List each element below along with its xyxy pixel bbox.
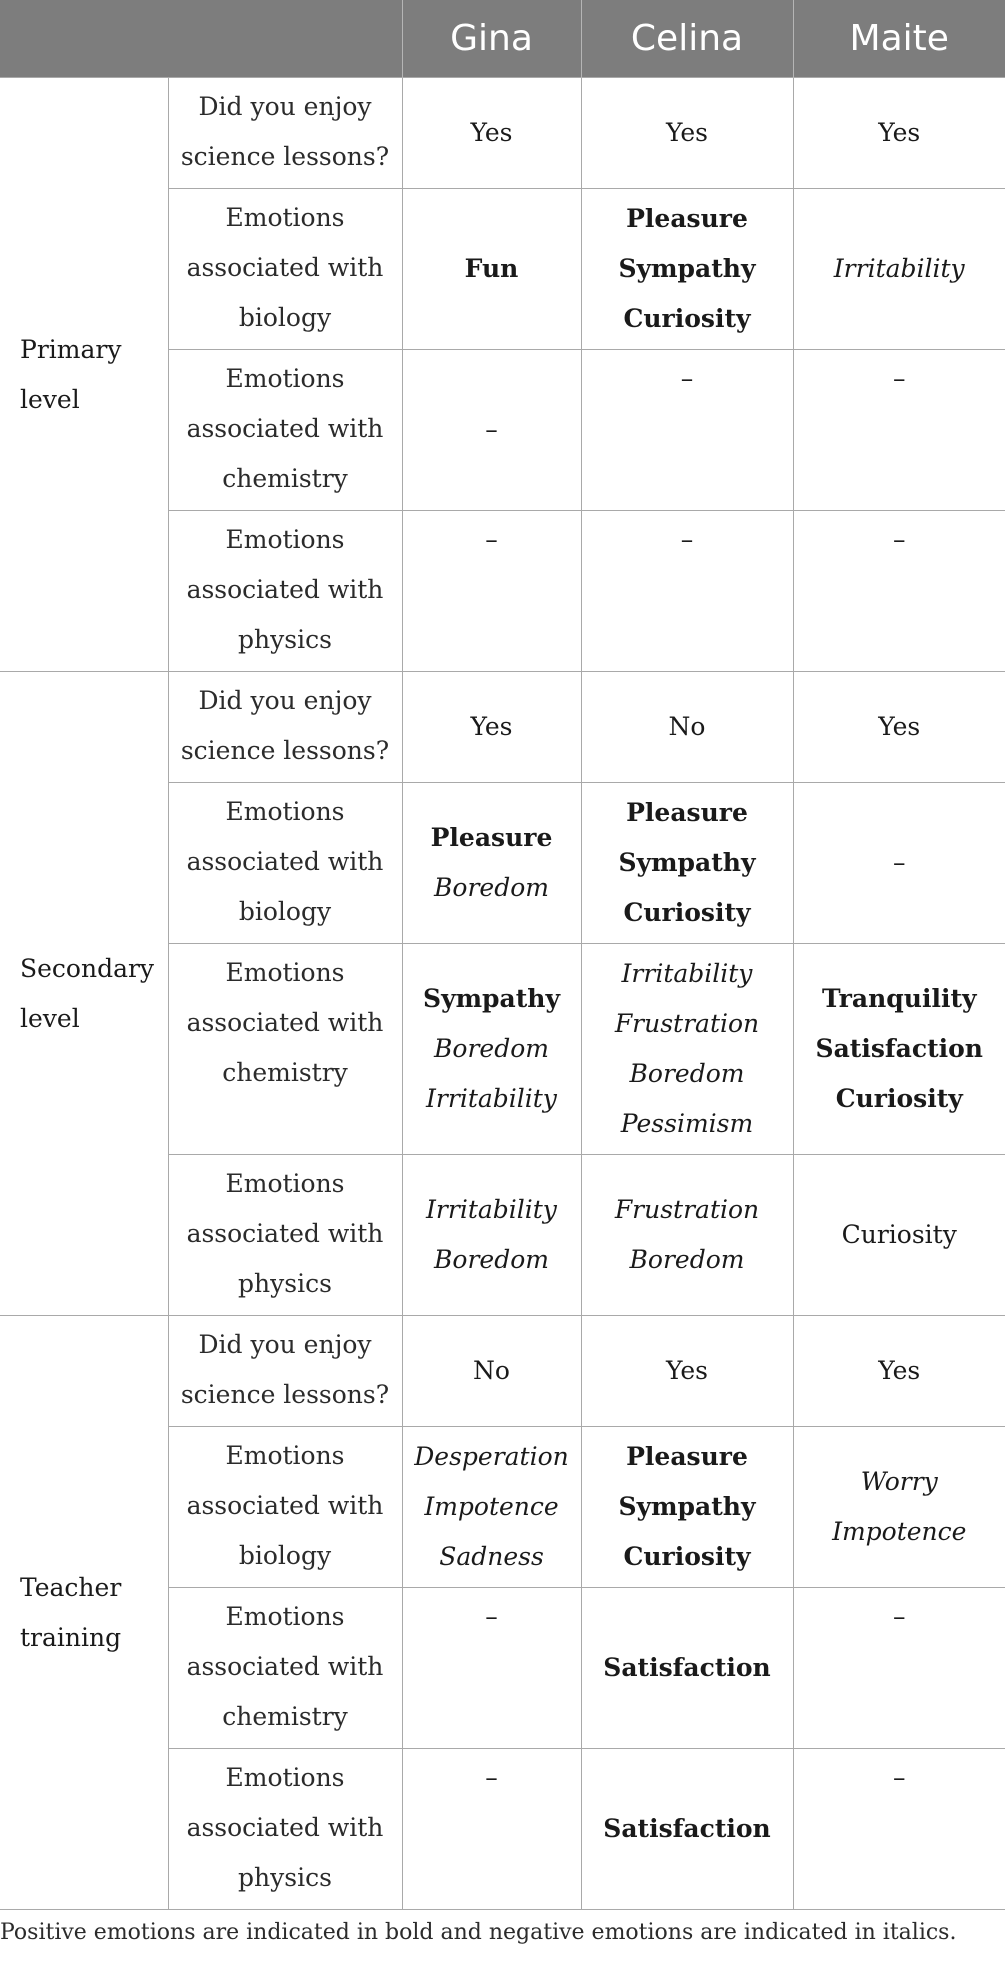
- emotion-value: Fun: [464, 254, 519, 283]
- maite-cell: [793, 944, 1005, 1155]
- question-cell: Did you enjoy science lessons?: [168, 1316, 402, 1427]
- emotion-value: Pessimism: [620, 1109, 754, 1138]
- emotion-value: –: [485, 1763, 498, 1792]
- emotion-value: –: [893, 525, 906, 554]
- question-cell: Emotions associated with physics: [168, 1749, 402, 1910]
- question-cell: Did you enjoy science lessons?: [168, 78, 402, 189]
- emotion-value: Yes: [666, 1356, 708, 1385]
- gina-cell: [402, 1316, 581, 1427]
- table-row: [0, 78, 1005, 189]
- emotion-value: Boredom: [629, 1059, 745, 1088]
- gina-cell: [402, 1588, 581, 1749]
- emotion-value: Curiosity: [623, 898, 751, 927]
- emotion-value: Desperation: [414, 1442, 569, 1471]
- gina-cell: [402, 350, 581, 511]
- maite-cell: [793, 78, 1005, 189]
- gina-cell: [402, 944, 581, 1155]
- emotion-value: Satisfaction: [815, 1034, 983, 1063]
- header-maite: Maite: [793, 0, 1005, 78]
- maite-cell: [793, 783, 1005, 944]
- emotion-value: Boredom: [434, 1034, 549, 1063]
- celina-cell: [581, 189, 793, 350]
- emotion-value: No: [473, 1356, 510, 1385]
- celina-cell: [581, 783, 793, 944]
- celina-cell: [581, 1749, 793, 1910]
- celina-cell: [581, 350, 793, 511]
- celina-cell: [581, 1316, 793, 1427]
- question-cell: Emotions associated with biology: [168, 189, 402, 350]
- celina-cell: [581, 672, 793, 783]
- table-body: [0, 78, 1005, 1910]
- emotion-value: Yes: [878, 712, 921, 741]
- emotion-value: Frustration: [614, 1009, 760, 1038]
- gina-cell: [402, 1427, 581, 1588]
- emotion-value: –: [680, 525, 694, 554]
- emotion-value: –: [485, 415, 498, 444]
- celina-cell: [581, 1427, 793, 1588]
- maite-cell: [793, 1316, 1005, 1427]
- emotion-value: Boredom: [434, 873, 549, 902]
- question-cell: Emotions associated with chemistry: [168, 350, 402, 511]
- question-cell: Emotions associated with biology: [168, 783, 402, 944]
- gina-cell: [402, 1155, 581, 1316]
- emotion-value: –: [680, 364, 694, 393]
- gina-cell: [402, 1749, 581, 1910]
- emotion-value: Yes: [878, 118, 921, 147]
- emotion-value: –: [893, 364, 906, 393]
- emotion-value: Curiosity: [623, 304, 751, 333]
- emotion-value: Satisfaction: [603, 1814, 771, 1843]
- emotion-value: Pleasure: [430, 823, 553, 852]
- maite-cell: [793, 511, 1005, 672]
- emotion-value: Curiosity: [835, 1084, 963, 1113]
- emotion-value: –: [485, 525, 498, 554]
- celina-cell: [581, 1155, 793, 1316]
- emotion-value: –: [893, 848, 906, 877]
- emotion-value: Sympathy: [618, 1492, 756, 1521]
- question-cell: Emotions associated with biology: [168, 1427, 402, 1588]
- gina-cell: [402, 189, 581, 350]
- header-blank-cell: [0, 0, 402, 78]
- question-cell: Emotions associated with chemistry: [168, 1588, 402, 1749]
- gina-cell: [402, 511, 581, 672]
- maite-cell: [793, 1427, 1005, 1588]
- emotion-value: Yes: [470, 712, 513, 741]
- maite-cell: [793, 1588, 1005, 1749]
- header-row: [0, 0, 1005, 78]
- table-row: [0, 672, 1005, 783]
- level-label: Primary level: [0, 78, 168, 672]
- header-celina: Celina: [581, 0, 793, 78]
- table-footnote: Positive emotions are indicated in bold and negative emotions are indicated in italics.: [0, 1920, 957, 1945]
- question-cell: Did you enjoy science lessons?: [168, 672, 402, 783]
- emotion-value: Boredom: [629, 1245, 745, 1274]
- emotion-value: Irritability: [426, 1084, 557, 1113]
- maite-cell: [793, 1749, 1005, 1910]
- maite-cell: [793, 189, 1005, 350]
- level-label: Secondary level: [0, 672, 168, 1316]
- emotion-value: –: [893, 1602, 906, 1631]
- maite-cell: [793, 672, 1005, 783]
- emotion-value: Impotence: [832, 1517, 967, 1546]
- emotion-value: No: [668, 712, 706, 741]
- maite-cell: [793, 350, 1005, 511]
- level-label: Teacher training: [0, 1316, 168, 1910]
- emotion-value: Sympathy: [618, 848, 756, 877]
- emotion-value: Boredom: [434, 1245, 549, 1274]
- table-row: [0, 1316, 1005, 1427]
- emotion-value: Frustration: [614, 1195, 760, 1224]
- header-gina: Gina: [402, 0, 581, 78]
- emotion-value: Yes: [666, 118, 708, 147]
- question-cell: Emotions associated with physics: [168, 511, 402, 672]
- emotion-value: Worry: [860, 1467, 938, 1496]
- emotion-value: Sympathy: [618, 254, 756, 283]
- gina-cell: [402, 672, 581, 783]
- emotion-value: Sadness: [439, 1542, 544, 1571]
- emotion-value: Irritability: [833, 254, 965, 283]
- emotion-value: Pleasure: [626, 798, 748, 827]
- emotion-value: Pleasure: [626, 204, 748, 233]
- table-header: [0, 0, 1005, 78]
- gina-cell: [402, 783, 581, 944]
- emotion-value: Yes: [470, 118, 513, 147]
- emotion-value: Curiosity: [623, 1542, 751, 1571]
- celina-cell: [581, 944, 793, 1155]
- celina-cell: [581, 1588, 793, 1749]
- emotion-value: Satisfaction: [603, 1653, 771, 1682]
- emotion-value: –: [485, 1602, 498, 1631]
- maite-cell: [793, 1155, 1005, 1316]
- emotion-value: Curiosity: [841, 1220, 957, 1249]
- question-cell: Emotions associated with chemistry: [168, 944, 402, 1155]
- emotion-value: –: [893, 1763, 906, 1792]
- celina-cell: [581, 78, 793, 189]
- emotion-value: Irritability: [426, 1195, 557, 1224]
- emotion-value: Pleasure: [626, 1442, 748, 1471]
- emotion-value: Sympathy: [423, 984, 560, 1013]
- emotion-value: Impotence: [424, 1492, 559, 1521]
- gina-cell: [402, 78, 581, 189]
- emotion-value: Tranquility: [821, 984, 977, 1013]
- celina-cell: [581, 511, 793, 672]
- question-cell: Emotions associated with physics: [168, 1155, 402, 1316]
- emotion-value: Yes: [878, 1356, 921, 1385]
- emotion-value: Irritability: [621, 959, 753, 988]
